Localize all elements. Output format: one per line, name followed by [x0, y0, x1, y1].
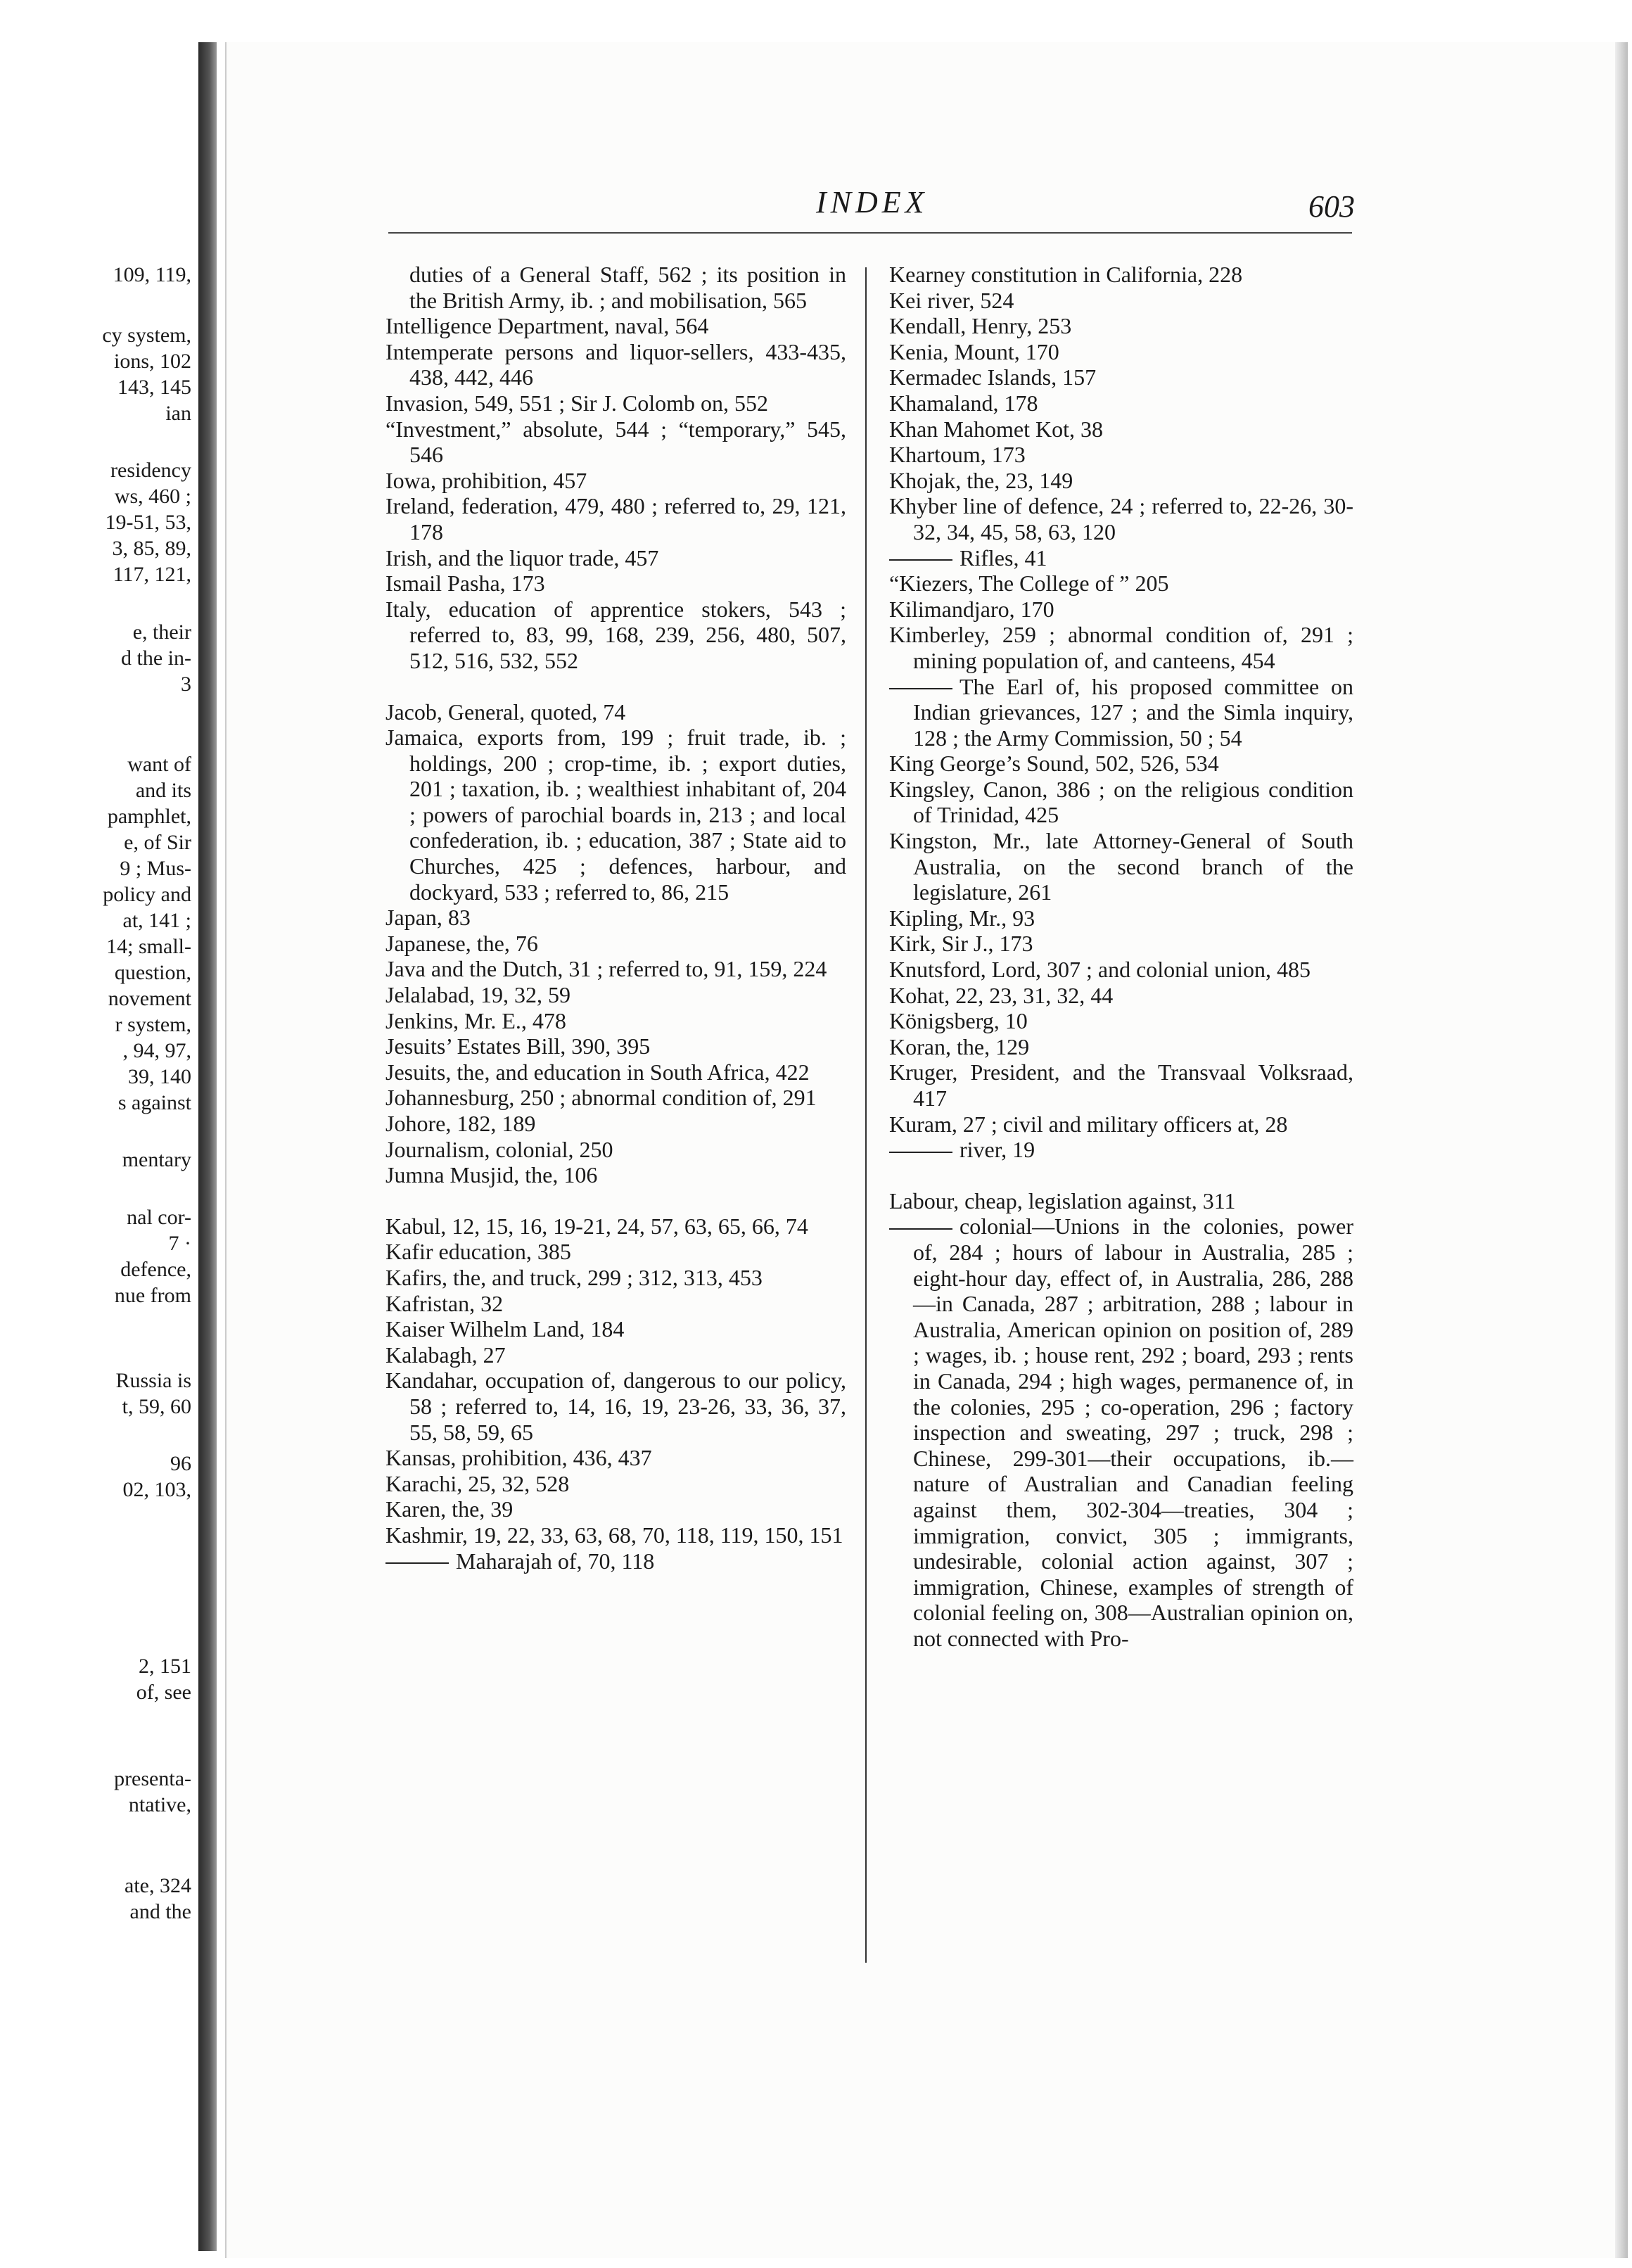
index-entry	[889, 416, 1353, 442]
facing-page-fragment: novement	[108, 987, 191, 1010]
index-entry-text: Kaiser Wilhelm Land, 184	[385, 1316, 625, 1342]
index-entry-text: Japanese, the, 76	[385, 930, 538, 956]
index-entry-text: Intemperate persons and liquor-sellers, 433-435, 438, 442, 446	[385, 338, 846, 390]
index-entry	[889, 931, 1353, 957]
facing-page-fragment: t, 59, 60	[122, 1395, 191, 1418]
facing-page	[0, 0, 198, 2268]
index-entry-text: Kashmir, 19, 22, 33, 63, 68, 70, 118, 119, 150, 151	[385, 1522, 843, 1548]
index-entry-text: Intelligence Department, naval, 564	[385, 313, 709, 339]
index-entry	[889, 751, 1353, 777]
index-entry-text: Kafristan, 32	[385, 1290, 504, 1316]
index-entry-text: Kingsley, Canon, 386 ; on the religious condition of Trinidad, 425	[889, 776, 1353, 828]
facing-page-fragment: pamphlet,	[107, 805, 191, 828]
facing-page-fragment: e, their	[132, 620, 191, 644]
facing-page-fragment: want of	[127, 753, 191, 776]
index-entry	[385, 571, 846, 597]
facing-page-fragment: , 94, 97,	[122, 1039, 191, 1062]
index-entry	[889, 390, 1353, 416]
index-entry-text: Kandahar, occupation of, dangerous to our policy, 58 ; referred to, 14, 16, 19, 23-26, 33, 36, 37, 55, 58, 59, 65	[385, 1368, 846, 1445]
header-rule	[388, 232, 1352, 234]
index-entry-text: Kipling, Mr., 93	[889, 905, 1035, 931]
facing-page-fragment: ian	[165, 402, 191, 425]
facing-page-fragment: nue from	[114, 1284, 191, 1307]
index-entry-text: Kilimandjaro, 170	[889, 596, 1054, 622]
facing-page-fragment: 3, 85, 89,	[112, 537, 191, 560]
index-entry	[889, 957, 1353, 983]
index-entry	[385, 1445, 846, 1471]
facing-page-fragment: policy and	[103, 883, 191, 906]
index-entry	[889, 597, 1353, 623]
facing-page-fragment: 39, 140	[128, 1065, 191, 1088]
index-entry-text: Jesuits’ Estates Bill, 390, 395	[385, 1033, 651, 1059]
index-entry	[385, 1059, 846, 1085]
facing-page-fragment: 02, 103,	[122, 1478, 191, 1501]
index-entry	[385, 1085, 846, 1111]
facing-page-fragment: ate, 324	[125, 1874, 191, 1897]
index-entry-text: Kafirs, the, and truck, 299 ; 312, 313, 453	[385, 1264, 763, 1290]
index-entry-text: Japan, 83	[385, 905, 471, 931]
index-entry-text: Kirk, Sir J., 173	[889, 931, 1033, 957]
index-entry-text: Kalabagh, 27	[385, 1342, 506, 1368]
index-entry	[385, 390, 846, 416]
index-entry	[385, 313, 846, 339]
index-entry	[385, 597, 846, 674]
index-entry-text: Labour, cheap, legislation against, 311	[889, 1187, 1236, 1213]
book-spine	[198, 42, 217, 2251]
index-entry	[385, 545, 846, 571]
index-entry-text: Maharajah of, 70, 118	[456, 1548, 655, 1574]
index-entry	[385, 956, 846, 982]
index-entry-text: Jacob, General, quoted, 74	[385, 699, 626, 725]
index-entry-text: Knutsford, Lord, 307 ; and colonial union, 485	[889, 957, 1311, 983]
index-entry	[385, 1008, 846, 1034]
index-entry	[385, 1471, 846, 1497]
index-entry	[889, 288, 1353, 314]
index-entry-text: The Earl of, his proposed committee on Indian grievances, 127 ; and the Simla inquiry, 128 ; the Army Commission, 50 ; 54	[913, 673, 1353, 751]
index-entry-text: duties of a General Staff, 562 ; its position in the British Army, ib. ; and mobilisation, 565	[409, 262, 846, 313]
index-entry-text: Khyber line of defence, 24 ; referred to, 22-26, 30-32, 34, 45, 58, 63, 120	[889, 493, 1353, 544]
index-entry	[889, 905, 1353, 931]
index-entry	[385, 905, 846, 931]
index-entry	[889, 468, 1353, 494]
index-entry-text: Jelalabad, 19, 32, 59	[385, 982, 571, 1008]
index-entry-text: Kimberley, 259 ; abnormal condition of, 291 ; mining population of, and canteens, 454	[889, 622, 1353, 673]
facing-page-fragment: s against	[117, 1091, 191, 1114]
index-entry-text: Jumna Musjid, the, 106	[385, 1162, 598, 1188]
index-entry	[385, 1033, 846, 1059]
index-entry	[889, 339, 1353, 365]
index-entry	[889, 674, 1353, 751]
index-entry	[889, 1111, 1353, 1138]
index-entry	[889, 1008, 1353, 1034]
index-entry-text: Rifles, 41	[960, 544, 1047, 571]
index-entry	[385, 725, 846, 905]
index-entry-text: Invasion, 549, 551 ; Sir J. Colomb on, 552	[385, 390, 769, 416]
facing-page-fragment: at, 141 ;	[122, 909, 191, 932]
facing-page-fragment: Russia is	[115, 1369, 191, 1392]
index-entry-text: Kermadec Islands, 157	[889, 364, 1097, 390]
index-entry-text: Irish, and the liquor trade, 457	[385, 544, 659, 571]
index-entry	[889, 983, 1353, 1009]
index-column-left	[385, 262, 846, 1574]
index-entry	[889, 828, 1353, 905]
facing-page-fragment: r system,	[115, 1013, 191, 1036]
index-entry	[385, 262, 846, 313]
ditto-dash	[889, 559, 952, 561]
index-entry-text: Johannesburg, 250 ; abnormal condition of, 291	[385, 1085, 817, 1111]
index-entry-text: river, 19	[960, 1137, 1035, 1163]
facing-page-fragment: 143, 145	[117, 376, 191, 399]
index-entry-text: Karachi, 25, 32, 528	[385, 1470, 570, 1496]
index-entry-text: Iowa, prohibition, 457	[385, 467, 587, 493]
page-edge	[1615, 42, 1628, 2258]
index-entry-text: Kingston, Mr., late Attorney-General of South Australia, on the second branch of the legislature, 261	[889, 828, 1353, 905]
index-entry	[889, 545, 1353, 571]
index-entry-text: Kabul, 12, 15, 16, 19-21, 24, 57, 63, 65, 66, 74	[385, 1213, 808, 1239]
index-entry-text: Khan Mahomet Kot, 38	[889, 416, 1103, 442]
facing-page-fragment: defence,	[120, 1258, 191, 1281]
ditto-dash	[889, 1152, 952, 1153]
index-entry-text: Kenia, Mount, 170	[889, 338, 1059, 364]
index-entry	[889, 1188, 1353, 1214]
facing-page-fragment: presenta-	[114, 1767, 191, 1790]
facing-page-fragment: ws, 460 ;	[114, 485, 191, 508]
index-entry-text: colonial—Unions in the colonies, power of, 284 ; hours of labour in Australia, 285 ; eight-hour day, effect of, in Australia, 286, 288—in Canada, 287 ; arbitration, 288 ; labour in Australia, American opinion on position of, 289 ; wages, ib. ; house rent, 292 ; board, 293 ; rents in Canada, 294 ; high wages, permanence of, in the colonies, 295 ; co-operation, 296 ; factory inspection and sweating, 297 ; truck, 298 ; Chinese, 299-301—their occupations, ib.—nature of Australian and Canadian feeling against them, 302-304—treaties, 304 ; immigration, convict, 305 ; immigrants, undesirable, colonial action against, 307 ; immigration, Chinese, examples of strength of colonial feeling on, 308—Australian opinion on, not connected with Pro-	[913, 1213, 1353, 1651]
facing-page-fragment: of, see	[136, 1681, 191, 1704]
index-entry	[385, 1522, 846, 1548]
index-entry	[889, 262, 1353, 288]
index-entry-text: Kohat, 22, 23, 31, 32, 44	[889, 982, 1114, 1008]
index-entry	[385, 1368, 846, 1445]
index-entry	[385, 416, 846, 468]
ditto-dash	[889, 688, 952, 689]
facing-page-fragment: nal cor-	[127, 1206, 191, 1229]
facing-page-fragment: 7 ·	[168, 1232, 191, 1255]
facing-page-fragment: e, of Sir	[124, 831, 191, 854]
index-entry	[385, 493, 846, 544]
index-entry-text: Ismail Pasha, 173	[385, 571, 545, 597]
index-entry	[889, 1059, 1353, 1111]
facing-page-fragment: mentary	[122, 1148, 191, 1171]
index-entry	[889, 571, 1353, 597]
index-entry	[889, 1137, 1353, 1163]
index-entry-text: Journalism, colonial, 250	[385, 1136, 613, 1162]
index-entry	[889, 1034, 1353, 1060]
index-entry	[385, 1265, 846, 1291]
index-entry	[889, 442, 1353, 468]
index-entry-text: Kearney constitution in California, 228	[889, 262, 1243, 287]
index-entry-text: Khojak, the, 23, 149	[889, 467, 1073, 493]
index-entry	[889, 777, 1353, 828]
index-entry-text: Jesuits, the, and education in South Africa, 422	[385, 1059, 810, 1085]
index-entry-text: Ireland, federation, 479, 480 ; referred to, 29, 121, 178	[385, 493, 846, 544]
index-entry	[385, 1239, 846, 1265]
index-entry	[889, 622, 1353, 673]
index-entry	[385, 468, 846, 494]
index-column-right	[889, 262, 1353, 1651]
index-entry-text: Jamaica, exports from, 199 ; fruit trade, ib. ; holdings, 200 ; crop-time, ib. ; export duties, 201 ; taxation, ib. ; wealthiest inhabitant of, 204 ; powers of parochial boards in, 213 ; and local confederation, ib. ; education, 387 ; State aid to Churches, 425 ; defences, harbour, and dockyard, 533 ; referred to, 86, 215	[385, 725, 846, 905]
facing-page-fragment: cy system,	[102, 324, 191, 347]
index-entry-text: Java and the Dutch, 31 ; referred to, 91, 159, 224	[385, 956, 827, 982]
index-entry-text: Kruger, President, and the Transvaal Volksraad, 417	[889, 1059, 1353, 1111]
index-entry	[385, 982, 846, 1008]
index-entry	[385, 1316, 846, 1342]
facing-page-fragment: 9 ; Mus-	[120, 857, 191, 880]
index-entry	[385, 1111, 846, 1137]
index-entry-text: Kendall, Henry, 253	[889, 313, 1072, 339]
index-entry-text: Khartoum, 173	[889, 442, 1026, 468]
facing-page-fragment: and its	[135, 779, 191, 802]
facing-page-fragment: and the	[129, 1900, 191, 1923]
facing-page-fragment: 19-51, 53,	[105, 511, 191, 534]
index-entry-text: “Investment,” absolute, 544 ; “temporary,” 545, 546	[385, 416, 846, 468]
index-entry-text: Kafir education, 385	[385, 1239, 571, 1265]
page-title: INDEX	[816, 185, 929, 219]
facing-page-fragment: residency	[110, 459, 191, 482]
index-entry-text: Karen, the, 39	[385, 1496, 514, 1522]
ditto-dash	[889, 1228, 952, 1230]
index-entry-text: Königsberg, 10	[889, 1008, 1028, 1034]
index-entry	[385, 931, 846, 957]
facing-page-fragment: d the in-	[121, 646, 191, 670]
facing-page-fragment: 109, 119,	[113, 263, 191, 286]
facing-page-fragment: ions, 102	[113, 350, 191, 373]
facing-page-fragment: question,	[114, 961, 191, 984]
column-divider	[865, 267, 867, 1963]
index-entry	[385, 1137, 846, 1163]
index-entry	[385, 339, 846, 390]
index-entry-text: Johore, 182, 189	[385, 1111, 536, 1136]
index-entry	[385, 1496, 846, 1522]
index-entry	[889, 364, 1353, 390]
index-entry	[889, 493, 1353, 544]
facing-page-fragment: 3	[181, 673, 191, 696]
index-entry	[385, 699, 846, 725]
facing-page-fragment: 2, 151	[139, 1655, 191, 1678]
index-entry-text: King George’s Sound, 502, 526, 534	[889, 751, 1219, 777]
index-entry-text: Khamaland, 178	[889, 390, 1038, 416]
facing-page-fragment: ntative,	[128, 1793, 191, 1816]
index-entry	[385, 1342, 846, 1368]
index-entry-text: Italy, education of apprentice stokers, 543 ; referred to, 83, 99, 168, 239, 256, 480, 507, 512, 516, 532, 552	[385, 596, 846, 673]
index-entry	[889, 313, 1353, 339]
facing-page-fragment: 14; small-	[106, 935, 191, 958]
index-entry-text: “Kiezers, The College of ” 205	[889, 571, 1169, 597]
index-entry	[385, 1162, 846, 1188]
index-entry	[385, 1548, 846, 1574]
index-entry	[385, 1213, 846, 1240]
index-entry-text: Kei river, 524	[889, 287, 1014, 313]
index-entry-text: Koran, the, 129	[889, 1033, 1030, 1059]
index-entry	[889, 1213, 1353, 1651]
index-entry	[385, 1291, 846, 1317]
index-entry-text: Kansas, prohibition, 436, 437	[385, 1445, 652, 1471]
index-entry-text: Kuram, 27 ; civil and military officers at, 28	[889, 1111, 1288, 1137]
index-entry-text: Jenkins, Mr. E., 478	[385, 1007, 566, 1033]
facing-page-fragment: 117, 121,	[113, 563, 191, 586]
page-number: 603	[1308, 189, 1355, 224]
ditto-dash	[385, 1562, 449, 1564]
facing-page-fragment: 96	[170, 1452, 191, 1475]
